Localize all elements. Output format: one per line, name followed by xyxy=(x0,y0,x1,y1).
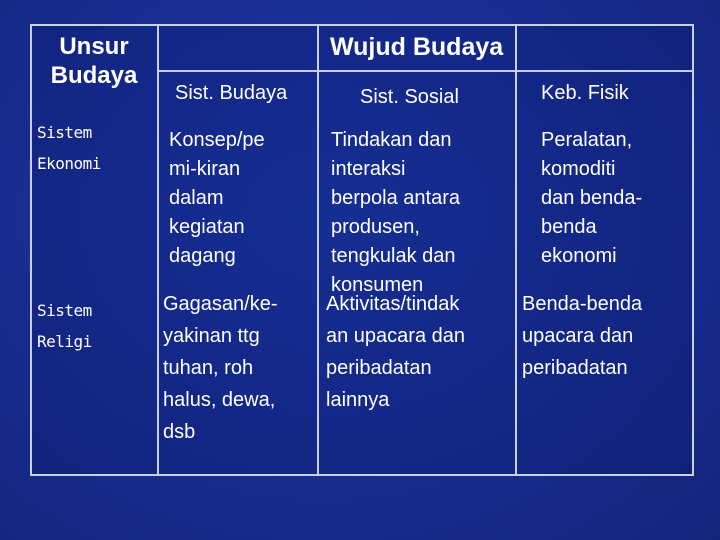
subheader-keb-fisik: Keb. Fisik xyxy=(541,82,629,104)
cell-religi-sist-sosial: Aktivitas/tindak an upacara dan peribadatan lainnya xyxy=(326,293,466,411)
column-divider-3 xyxy=(515,24,517,476)
cell-ekonomi-sist-sosial: Tindakan dan interaksi berpola antara produsen, tengkulak dan konsumen xyxy=(331,129,460,296)
subheader-sist-budaya: Sist. Budaya xyxy=(175,82,288,104)
row-label-sistem-religi: Sistem Religi xyxy=(37,301,92,351)
cell-religi-keb-fisik: Benda-benda upacara dan peribadatan xyxy=(522,293,643,379)
column-divider-2 xyxy=(317,24,319,476)
cell-ekonomi-sist-budaya: Konsep/pe mi-kiran dalam kegiatan dagang xyxy=(169,129,265,267)
header-unsur-budaya: Unsur Budaya xyxy=(50,33,138,89)
header-divider xyxy=(157,70,694,72)
subheader-sist-sosial: Sist. Sosial xyxy=(360,86,459,108)
cell-religi-sist-budaya: Gagasan/ke- yakinan ttg tuhan, roh halus, dewa, dsb xyxy=(163,293,278,443)
column-divider-1 xyxy=(157,24,159,476)
cell-ekonomi-keb-fisik: Peralatan, komoditi dan benda- benda ekonomi xyxy=(541,129,643,267)
header-wujud-budaya: Wujud Budaya xyxy=(330,33,504,61)
row-label-sistem-ekonomi: Sistem Ekonomi xyxy=(37,123,101,173)
